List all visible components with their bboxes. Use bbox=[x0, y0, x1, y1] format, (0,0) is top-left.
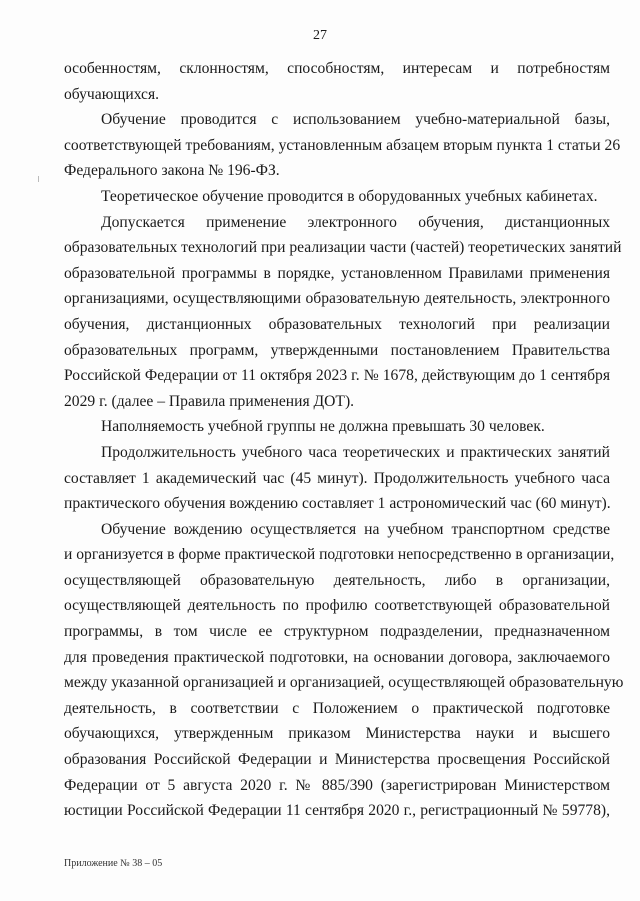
text-line: Допускается применение электронного обучения, дистанционных bbox=[101, 213, 610, 231]
text-line: Наполняемость учебной группы не должна превышать 30 человек. bbox=[101, 418, 545, 436]
text-line: Федерации от 5 августа 2020 г. № 885/390 (зарегистрирован Министерством bbox=[64, 776, 610, 794]
text-line: между указанной организацией и организацией, осуществляющей образовательную bbox=[64, 674, 624, 692]
text-line: Российской Федерации от 11 октября 2023 г. № 1678, действующим до 1 сентября bbox=[64, 367, 610, 385]
footer-note: Приложение № 38 – 05 bbox=[64, 858, 163, 869]
text-line: обучающихся. bbox=[64, 85, 160, 103]
text-line: юстиции Российской Федерации 11 сентября 2020 г., регистрационный № 59778), bbox=[64, 802, 610, 820]
text-line: для проведения практической подготовки, на основании договора, заключаемого bbox=[64, 648, 610, 666]
text-line: образования Российской Федерации и Министерства просвещения Российской bbox=[64, 751, 610, 769]
text-line: образовательных программ, утвержденными постановлением Правительства bbox=[64, 341, 610, 359]
text-line: 2029 г. (далее – Правила применения ДОТ). bbox=[64, 392, 355, 410]
text-line: обучающихся, утвержденным приказом Министерства науки и высшего bbox=[64, 725, 610, 743]
text-line: и организуется в форме практической подготовки непосредственно в организации, bbox=[64, 546, 615, 564]
margin-mark bbox=[38, 176, 39, 182]
text-line: составляет 1 академический час (45 минут). Продолжительность учебного часа bbox=[64, 469, 610, 487]
text-line: программы, в том числе ее структурном подразделении, предназначенном bbox=[64, 623, 610, 641]
text-line: организациями, осуществляющими образовательную деятельность, электронного bbox=[64, 290, 610, 308]
text-line: обучения, дистанционных образовательных технологий при реализации bbox=[64, 315, 610, 333]
text-line: Обучение проводится с использованием учебно-материальной базы, bbox=[101, 111, 610, 129]
text-line: практического обучения вождению составляет 1 астрономический час (60 минут). bbox=[64, 495, 611, 513]
text-line: деятельность, в соответствии с Положением о практической подготовке bbox=[64, 699, 610, 717]
body-text bbox=[64, 56, 624, 824]
text-line: образовательной программы в порядке, установленном Правилами применения bbox=[64, 264, 610, 282]
text-line: Продолжительность учебного часа теоретических и практических занятий bbox=[101, 443, 610, 461]
text-line: соответствующей требованиям, установленным абзацем вторым пункта 1 статьи 26 bbox=[64, 136, 621, 154]
text-line: осуществляющей образовательную деятельность, либо в организации, bbox=[64, 571, 610, 589]
page-number: 27 bbox=[313, 28, 327, 43]
text-line: особенностям, склонностям, способностям, интересам и потребностям bbox=[64, 60, 610, 77]
text-line: Обучение вождению осуществляется на учебном транспортном средстве bbox=[101, 520, 610, 538]
text-line: Теоретическое обучение проводится в оборудованных учебных кабинетах. bbox=[101, 187, 598, 205]
text-line: образовательных технологий при реализации части (частей) теоретических занятий bbox=[64, 239, 622, 257]
text-line: осуществляющей деятельность по профилю соответствующей образовательной bbox=[64, 597, 610, 615]
text-line: Федерального закона № 196-ФЗ. bbox=[64, 162, 280, 180]
